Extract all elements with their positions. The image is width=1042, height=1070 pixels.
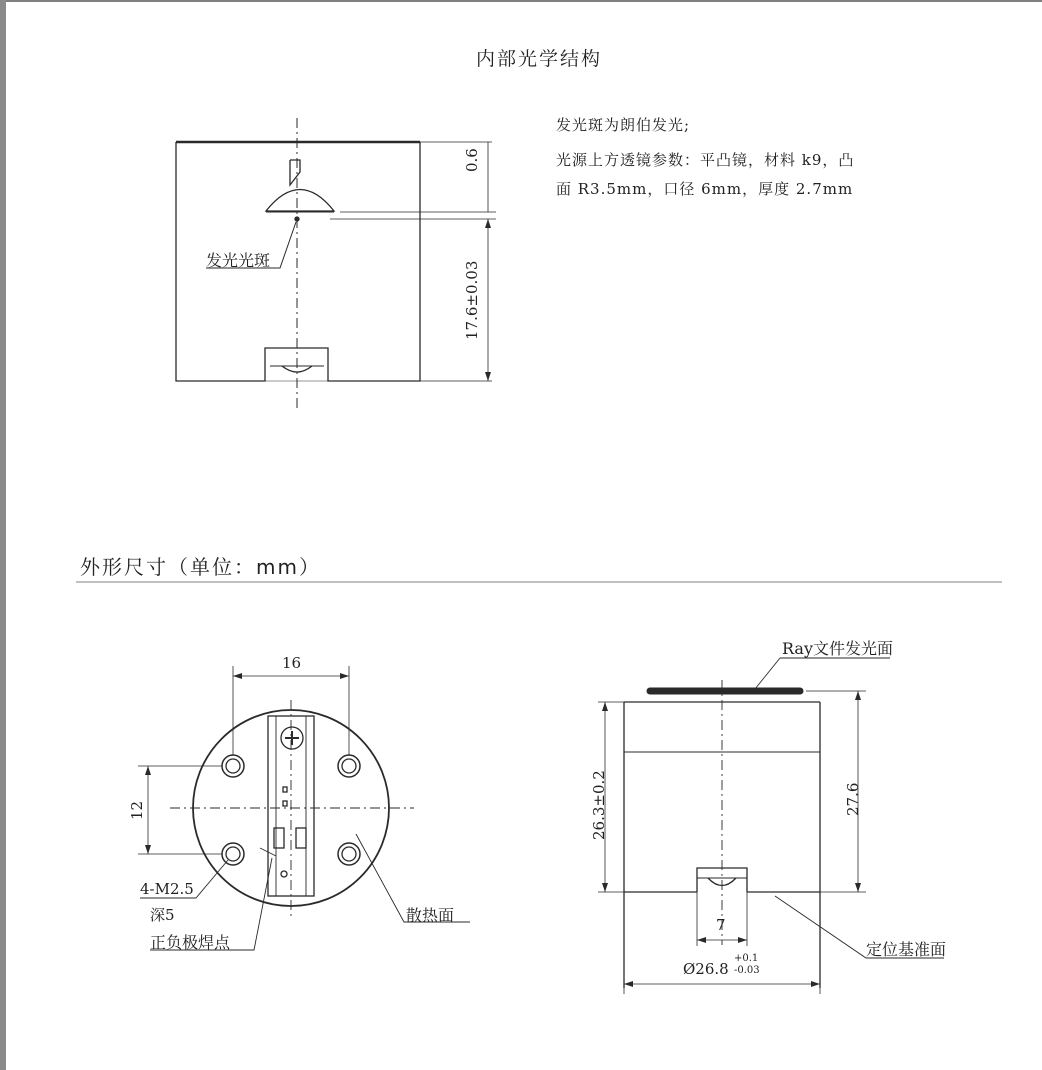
depth-label: 深5 — [150, 906, 175, 924]
spot-label: 发光光斑 — [206, 251, 271, 270]
dimensions-title: 外形尺寸（单位：mm） — [80, 555, 321, 579]
datum-label: 定位基准面 — [866, 940, 947, 959]
left-border — [0, 0, 6, 1070]
dim-hole-spacing-x: 16 — [282, 654, 302, 672]
dim-body-height: 26.3±0.2 — [590, 770, 608, 840]
optical-structure-title: 内部光学结构 — [476, 48, 603, 70]
dim-thickness: 0.6 — [463, 148, 481, 172]
note-line-3: 面 R3.5mm，口径 6mm，厚度 2.7mm — [556, 180, 854, 198]
thread-label: 4-M2.5 — [140, 880, 194, 898]
note-line-1: 发光斑为朗伯发光; — [556, 116, 691, 134]
dim-tolerance-lower: -0.03 — [734, 965, 760, 976]
heatsink-label: 散热面 — [406, 906, 455, 925]
dim-slot-width: 7 — [716, 916, 726, 934]
note-line-2: 光源上方透镜参数：平凸镜，材料 k9，凸 — [556, 151, 855, 169]
dim-tolerance-upper: +0.1 — [734, 953, 759, 964]
dim-diameter: Ø26.8 — [683, 960, 729, 978]
solder-label: 正负极焊点 — [150, 933, 231, 952]
dim-hole-spacing-y: 12 — [128, 800, 146, 820]
emit-surface-label: Ray文件发光面 — [782, 639, 893, 658]
dim-total-height: 27.6 — [844, 782, 862, 816]
dim-emitter-height: 17.6±0.03 — [463, 260, 481, 340]
